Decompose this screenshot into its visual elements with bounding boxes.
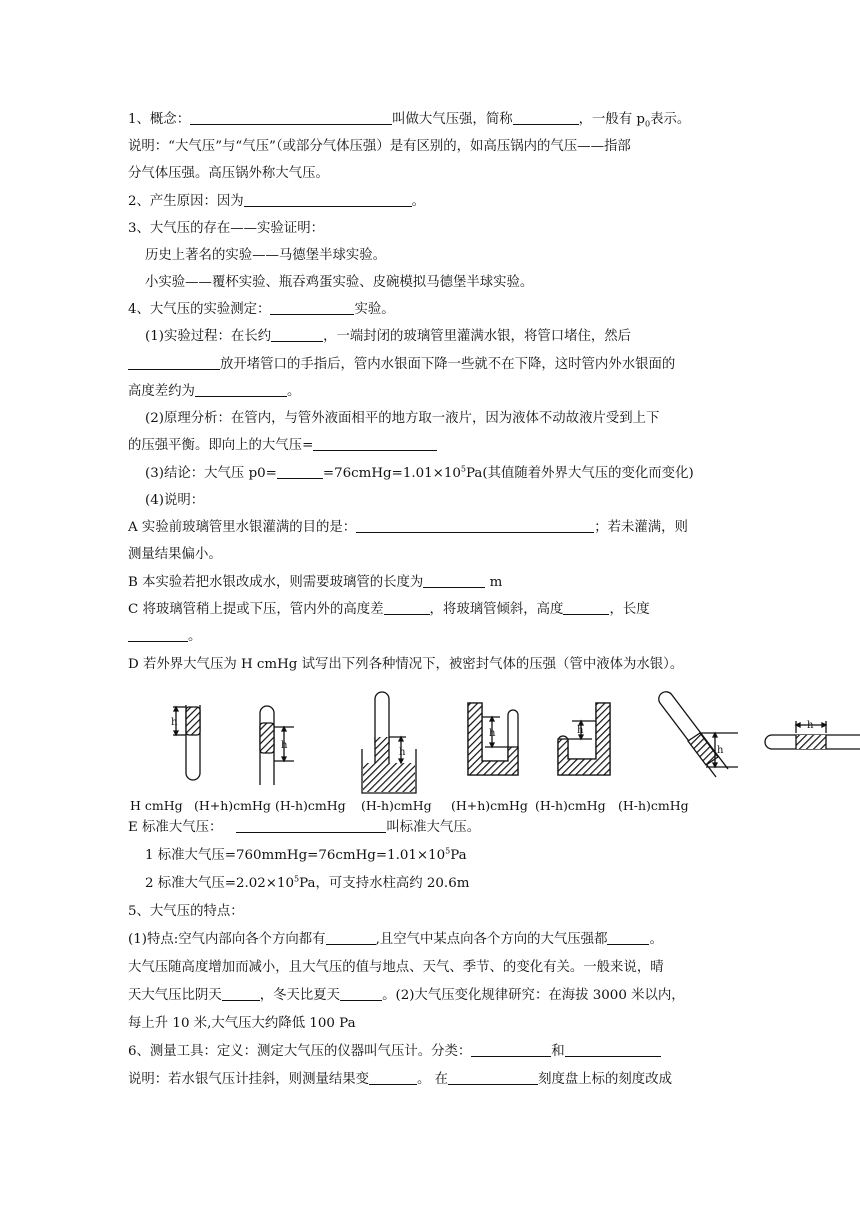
caption-5: (H+h)cmHg <box>451 798 528 813</box>
text-line: (2)原理分析：在管内，与管外液面相平的地方取一液片，因为液体不动故液片受到上下 <box>145 411 660 426</box>
blank <box>565 1042 661 1057</box>
caption-6: (H-h)cmHg <box>535 798 606 813</box>
blank <box>448 1070 538 1085</box>
blank <box>313 436 437 451</box>
figure-7 <box>765 720 860 749</box>
text-line: 分气体压强。高压锅外称大气压。 <box>128 166 329 181</box>
h-label: h <box>399 747 406 758</box>
text-line: (1)特点:空气内部向各个方向都有 ,且空气中某点向各个方向的大气压强都 。 <box>128 932 663 947</box>
blank <box>423 573 485 588</box>
blank <box>128 627 188 642</box>
figure-6 <box>659 692 738 777</box>
text-line: (1)实验过程：在长约 ，一端封闭的玻璃管里灌满水银，将管口堵住，然后 <box>145 329 632 344</box>
blank <box>471 1042 551 1057</box>
text-line: 。 <box>128 627 740 647</box>
blank <box>384 600 430 615</box>
h-label: h <box>171 717 178 728</box>
blank <box>271 327 323 342</box>
h-label: h <box>489 728 496 739</box>
text-line: 高度差约为 。 <box>128 384 301 399</box>
caption-4: (H-h)cmHg <box>361 798 432 813</box>
text-line: D 若外界大气压为 H cmHg 试写出下列各种情况下，被密封气体的压强（管中液体为水银）。 <box>128 657 684 672</box>
figure-4 <box>468 703 518 775</box>
concept-line: 1、概念： 叫做大气压强，简称 ，一般有 $p_0$表示。 <box>128 112 691 129</box>
blank <box>270 300 354 315</box>
blank <box>222 986 260 1001</box>
text-line: 测量结果偏小。 <box>128 547 222 562</box>
text-line: E 标准大气压： 叫标准大气压。 <box>128 820 481 835</box>
blank <box>369 1070 417 1085</box>
caption-1: H cmHg <box>130 798 183 813</box>
text-line: (3)结论：大气压 $p0= =76cmHg=1.01\times 10^5Pa$(其值随着外界大气压的变化而变化) <box>145 464 694 481</box>
blank <box>607 930 649 945</box>
blank <box>563 600 609 615</box>
h-label: h <box>807 720 814 731</box>
blank <box>236 818 386 833</box>
tube-diagrams <box>0 685 860 797</box>
caption-3: (H-h)cmHg <box>275 798 346 813</box>
text-line: 1 标准大气压$=760mmHg=76cmHg=1.01\times 10^5Pa$ <box>145 846 467 863</box>
figure-1 <box>171 705 200 780</box>
h-label: h <box>577 725 584 736</box>
text-line: A 实验前玻璃管里水银灌满的目的是： ；若未灌满，则 <box>128 520 688 535</box>
h-label: h <box>717 745 724 756</box>
text-line: 说明：若水银气压计挂斜，则测量结果变 。 在 刻度盘上标的刻度改成 <box>128 1072 672 1087</box>
blank <box>195 382 287 397</box>
text-line: 的压强平衡。即向上的大气压= <box>128 436 740 456</box>
caption-2: (H+h)cmHg <box>194 798 271 813</box>
text-line: 天大气压比阴天 ，冬天比夏天 。(2)大气压变化规律研究：在海拔 3000 米以内， <box>128 988 685 1003</box>
blank <box>190 110 392 125</box>
text-line: B 本实验若把水银改成水，则需要玻璃管的长度为 m <box>128 575 503 590</box>
text-line: 放开堵管口的手指后，管内水银面下降一些就不在下降，这时管内外水银面的 <box>128 355 740 375</box>
text-line: C 将玻璃管稍上提或下压，管内外的高度差 ，将玻璃管倾斜，高度 ，长度 <box>128 602 650 617</box>
blank <box>277 464 323 479</box>
blank <box>128 355 220 370</box>
text-line: 6、测量工具：定义：测定大气压的仪器叫气压计。分类： 和 <box>128 1042 740 1062</box>
text-line: 说明：“大气压”与“气压”（或部分气体压强）是有区别的，如高压锅内的气压——指部 <box>128 139 631 154</box>
heading-line: 3、大气压的存在——实验证明： <box>128 221 324 236</box>
text-line: 历史上著名的实验——马德堡半球实验。 <box>145 248 387 263</box>
text-line: 2 标准大气压$=2.02\times 10^5Pa$，可支持水柱高约 20.6m <box>145 874 470 891</box>
figure-2 <box>260 706 294 785</box>
blank <box>513 110 579 125</box>
heading-line: 4、大气压的实验测定： 实验。 <box>128 302 395 317</box>
blank <box>356 518 594 533</box>
caption-7: (H-h)cmHg <box>618 798 689 813</box>
blank <box>326 930 376 945</box>
heading-line: 5、大气压的特点： <box>128 904 244 919</box>
figure-3 <box>362 692 416 793</box>
figure-5 <box>558 703 610 775</box>
text-line: (4)说明： <box>145 493 205 508</box>
text-line: 每上升 10 米,大气压大约降低 100 Pa <box>128 1016 356 1031</box>
blank <box>340 986 382 1001</box>
text-line: 小实验——覆杯实验、瓶吞鸡蛋实验、皮碗模拟马德堡半球实验。 <box>145 275 534 290</box>
cause-line: 2、产生原因：因为 。 <box>128 194 426 209</box>
blank <box>244 192 412 207</box>
h-label: h <box>281 740 288 751</box>
text-line: 大气压随高度增加而减小，且大气压的值与地点、天气、季节、的变化有关。一般来说，晴 <box>128 960 664 975</box>
